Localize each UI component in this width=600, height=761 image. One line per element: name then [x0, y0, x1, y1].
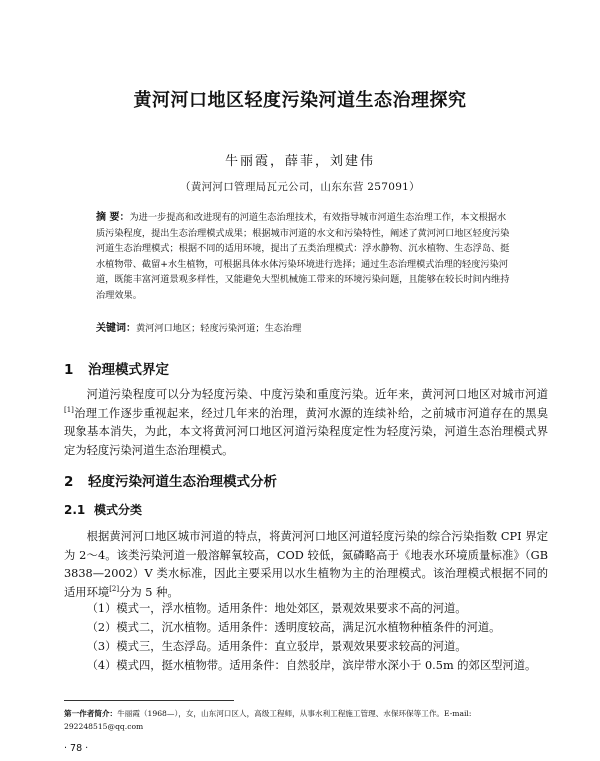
- paragraph-text: 河道污染程度可以分为轻度污染、中度污染和重度污染。近年来，黄河河口地区对城市河道: [86, 388, 548, 401]
- abstract: [96, 210, 514, 304]
- section-number: 1: [64, 362, 74, 378]
- keywords-text: 黄河河口地区；轻度污染河道；生态治理: [136, 323, 302, 334]
- paragraph-text: 治理工作逐步重视起来，经过几年来的治理，黄河水源的连续补给，之前城市河道存在的黑臭现象基本消失，为此，本文将黄河河口地区河道污染程度定性为轻度污染，河道生态治理模式界定为轻度污染河道生态治理模式。: [64, 406, 548, 457]
- citation: [1]: [64, 405, 74, 414]
- section-1-paragraph: [64, 386, 548, 460]
- citation: [2]: [109, 585, 120, 594]
- section-number: 2: [64, 474, 74, 490]
- keywords: [96, 319, 516, 334]
- footnote-label: 第一作者简介：: [64, 709, 118, 718]
- author-footnote: [64, 707, 552, 733]
- mode-item: （1）模式一，浮水植物。适用条件：地处郊区，景观效果要求不高的河道。: [86, 602, 467, 615]
- section-2-1-heading: [64, 501, 142, 518]
- keywords-label: 关键词：: [96, 323, 136, 334]
- mode-item: （2）模式二，沉水植物。适用条件：透明度较高，满足沉水植物种植条件的河道。: [86, 621, 501, 634]
- abstract-label: 摘 要：: [96, 212, 130, 223]
- section-2-heading: [64, 470, 277, 490]
- footnote-text: 牛丽霞（1968—），女，山东河口区人，高级工程师，从事水利工程施工管理、水保环保等工作。E-mail: 292248515@qq.com: [64, 709, 472, 731]
- section-title: 模式分类: [94, 503, 143, 517]
- affiliation: （黄河河口管理局瓦元公司，山东东营 257091）: [180, 181, 420, 193]
- paper-title: 黄河河口地区轻度污染河道生态治理探究: [133, 90, 467, 111]
- abstract-text: 为进一步提高和改进现有的河道生态治理技术，有效指导城市河道生态治理工作，本文根据水质污染程度，提出生态治理模式成果；根据城市河道的水文和污染特性，阐述了黄河河口地区轻度污染河道生态治理模式；根据不同的适用环境，提出了五类治理模式：浮水静物、沉水植物、生态浮岛、挺水植物带、截留+水生植物，可根据具体水体污染环境进行选择；通过生态治理模式治理的轻度污染河道，既能丰富河道景观多样性，又能避免大型机械施工带来的环境污染问题，且能够在较长时间内维持治理效果。: [96, 212, 510, 301]
- paragraph-text: 根据黄河河口地区城市河道的特点，将黄河河口地区河道轻度污染的综合污染指数 CPI 界定为 2～4。该类污染河道一般溶解氧较高，COD 较低，氮磷略高于《地表水环境质量标准》（GB 3838—2002）V 类水标准，因此主要采用以水生植物为主的治理模式。该治理模式根据不同的适用环境: [64, 530, 548, 599]
- mode-item: （4）模式四，挺水植物带。适用条件：自然驳岸，滨岸带水深小于 0.5m 的郊区型河道。: [86, 659, 537, 672]
- footnote-divider: [64, 700, 234, 701]
- paragraph-text: 分为 5 种。: [119, 585, 179, 599]
- section-number: 2.1: [64, 503, 86, 517]
- section-1-heading: [64, 358, 169, 378]
- page-number: · 78 ·: [64, 743, 89, 754]
- section-2-1-paragraph: [64, 528, 548, 602]
- section-title: 轻度污染河道生态治理模式分析: [88, 474, 277, 490]
- section-title: 治理模式界定: [88, 362, 169, 378]
- mode-item: （3）模式三，生态浮岛。适用条件：直立驳岸，景观效果要求较高的河道。: [86, 640, 467, 653]
- author-list: 牛丽霞，薛菲，刘建伟: [224, 154, 375, 169]
